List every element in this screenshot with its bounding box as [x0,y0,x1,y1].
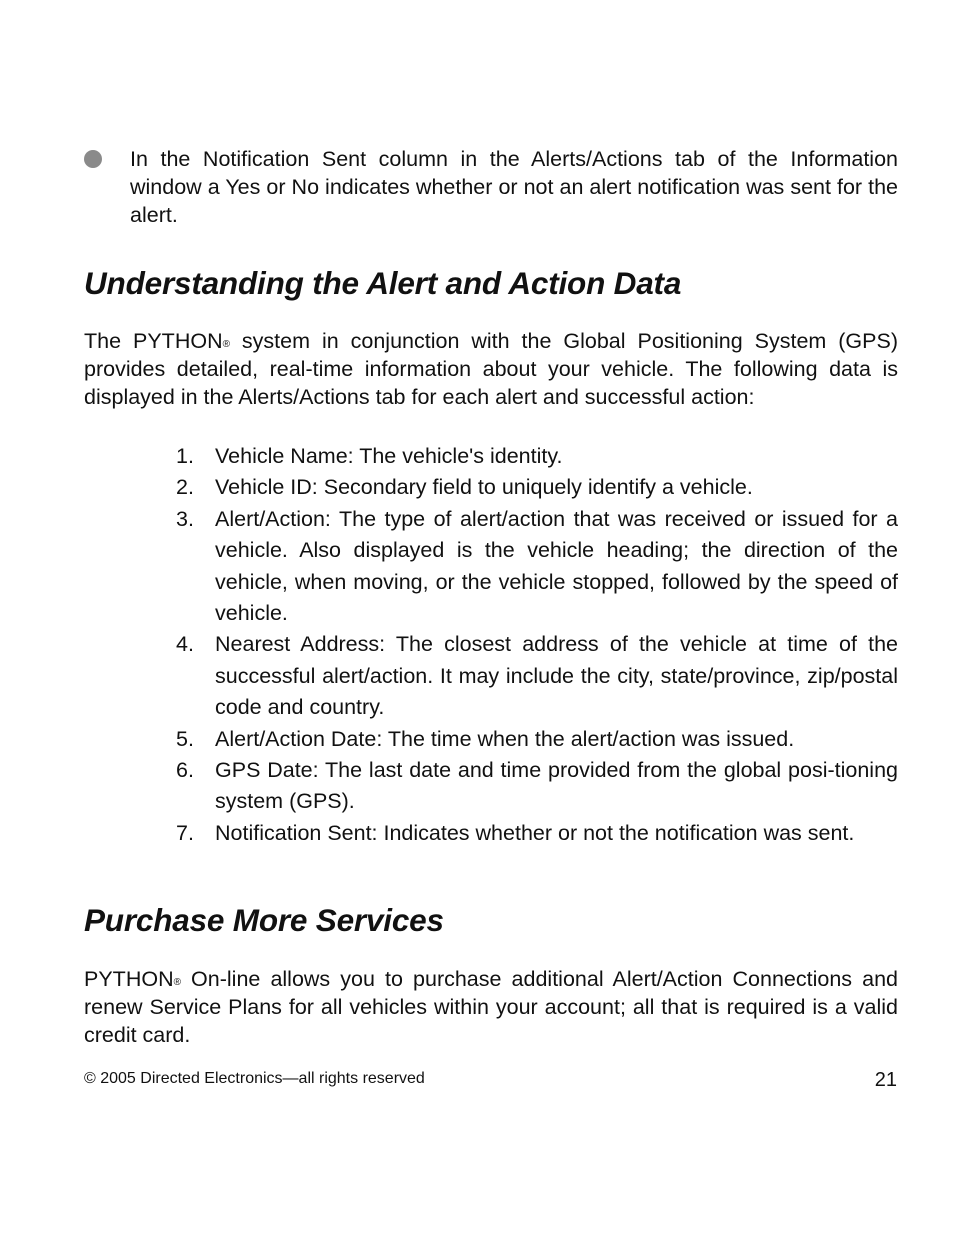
registered-mark: ® [222,339,230,350]
list-item [170,724,898,755]
list-item-text: Vehicle ID: Secondary field to uniquely identify a vehicle. [215,475,753,500]
list-item-number: 7. [176,820,194,845]
list-item [170,441,898,472]
purchase-rest: On-line allows you to purchase additional Alert/Action Connections and renew Service Plans for all vehicles within your account; all that is required is a valid credit card. [84,967,898,1047]
purchase-brand: PYTHON [84,967,174,991]
intro-brand: The PYTHON [84,329,223,353]
section-heading-purchase: Purchase More Services [84,902,444,938]
list-item-number: 5. [176,726,194,751]
registered-mark: ® [173,977,181,988]
list-item [170,629,898,723]
list-item-number: 3. [176,506,194,531]
list-item [170,755,898,818]
list-item [170,818,898,849]
list-item-number: 4. [176,632,194,657]
purchase-paragraph [84,965,898,1049]
list-item-number: 1. [176,444,194,468]
list-item-text: Notification Sent: Indicates whether or not the notification was sent. [215,820,855,845]
intro-rest: system in conjunction with the Global Positioning System (GPS) provides detailed, real-time information about your vehicle. The following data is displayed in the Alerts/Actions tab for each alert and successful action: [84,329,898,409]
list-item-text: GPS Date: The last date and time provided from the global posi-tioning system (GPS). [215,758,898,814]
data-field-list [170,441,898,849]
list-item [170,472,898,503]
list-item-text: Alert/Action: The type of alert/action that was received or issued for a vehicle. Also displayed is the vehicle heading; the direction of the vehicle, when moving, or the vehicle stopped, followed by the speed of vehicle. [215,506,898,626]
footer-copyright: © 2005 Directed Electronics—all rights reserved [84,1070,425,1087]
list-item-number: 2. [176,475,194,500]
intro-paragraph [84,327,898,411]
bullet-text: In the Notification Sent column in the Alerts/Actions tab of the Information window a Yes or No indicates whether or not an alert notification was sent for the alert. [130,147,898,227]
list-item-number: 6. [176,758,194,783]
section-heading-understanding: Understanding the Alert and Action Data [84,265,682,301]
list-item-text: Alert/Action Date: The time when the alert/action was issued. [215,726,795,751]
list-item-text: Vehicle Name: The vehicle's identity. [215,444,563,468]
bullet-item [84,145,898,229]
page-number: 21 [874,1069,897,1091]
bullet-dot-icon [84,150,102,168]
list-item-text: Nearest Address: The closest address of the vehicle at time of the successful alert/action. It may include the city, state/province, zip/postal code and country. [215,632,898,720]
list-item [170,504,898,630]
